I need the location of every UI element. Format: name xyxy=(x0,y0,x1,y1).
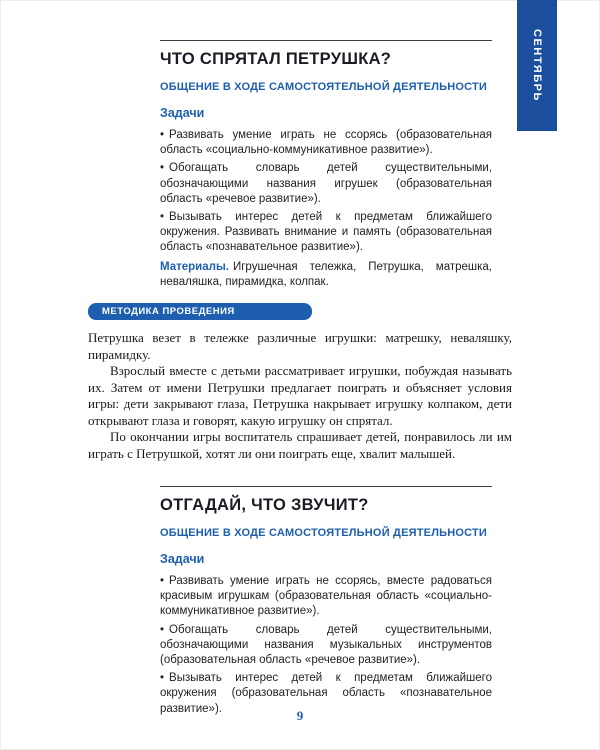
task-text: Развивать умение играть не ссорясь (образовательная область «социально-коммуникативное развитие»). xyxy=(160,129,492,157)
task-text: Обогащать словарь детей существительными, обозначающими названия музыкальных инструментов (образовательная область «речевое развитие»). xyxy=(160,623,492,667)
section-subtitle: ОБЩЕНИЕ В ХОДЕ САМОСТОЯТЕЛЬНОЙ ДЕЯТЕЛЬНОСТИ xyxy=(160,81,488,93)
task-item xyxy=(160,128,492,158)
materials-label: Материалы. xyxy=(160,260,229,273)
section-otgaday xyxy=(160,486,492,720)
task-text: Вызывать интерес детей к предметам ближайшего окружения. Развивать внимание и память (образовательная область «познавательное развитие»). xyxy=(160,211,492,254)
task-item xyxy=(160,623,492,669)
task-text: Развивать умение играть не ссорясь, вместе радоваться красивым игрушкам (образовательная область «социально-коммуникативное развитие»). xyxy=(160,575,492,618)
paragraph: Петрушка везет в тележке различные игрушки: матрешку, неваляшку, пирамидку. xyxy=(88,330,512,362)
bullet-icon: • xyxy=(160,623,165,636)
materials-text: Игрушечная тележка, Петрушка, матрешка, неваляшка, пирамидка, колпак. xyxy=(160,260,492,288)
month-tab-label: СЕНТЯБРЬ xyxy=(531,29,543,102)
month-tab xyxy=(517,0,557,131)
task-item xyxy=(160,161,492,207)
paragraph: По окончании игры воспитатель спрашивает детей, понравилось ли им играть с Петрушкой, хотят ли они поиграть еще, хвалит малышей. xyxy=(88,429,512,461)
heading-rule xyxy=(160,40,492,41)
bullet-icon: • xyxy=(160,211,165,224)
bullet-icon: • xyxy=(160,162,165,175)
method-badge: МЕТОДИКА ПРОВЕДЕНИЯ xyxy=(88,303,312,320)
bullet-icon: • xyxy=(160,575,165,587)
task-item xyxy=(160,574,492,620)
tasks-heading: Задачи xyxy=(160,106,205,120)
section-title: ОТГАДАЙ, ЧТО ЗВУЧИТ? xyxy=(160,496,369,514)
tasks-heading: Задачи xyxy=(160,552,205,566)
materials-line xyxy=(160,260,492,290)
heading-rule xyxy=(160,486,492,487)
bullet-icon: • xyxy=(160,672,165,685)
method-description xyxy=(88,330,512,462)
task-text: Вызывать интерес детей к предметам ближайшего окружения (образовательная область «познавательное развитие»). xyxy=(160,672,492,715)
paragraph: Взрослый вместе с детьми рассматривает игрушки, побуждая называть их. Затем от имени Петрушки предлагает поиграть и объясняет условия игры: дети закрывают глаза, Петрушка накрывает игрушку колпаком, дети открывают глаза и говорят, какую игрушку он спрятал. xyxy=(88,363,512,428)
section-petrushka xyxy=(160,40,492,290)
section-subtitle: ОБЩЕНИЕ В ХОДЕ САМОСТОЯТЕЛЬНОЙ ДЕЯТЕЛЬНОСТИ xyxy=(160,527,488,539)
task-text: Обогащать словарь детей существительными, обозначающими названия игрушек (образовательная область «речевое развитие»). xyxy=(160,162,492,205)
section-title: ЧТО СПРЯТАЛ ПЕТРУШКА? xyxy=(160,50,392,68)
page-number: 9 xyxy=(296,708,304,723)
task-item xyxy=(160,210,492,256)
bullet-icon: • xyxy=(160,129,165,141)
